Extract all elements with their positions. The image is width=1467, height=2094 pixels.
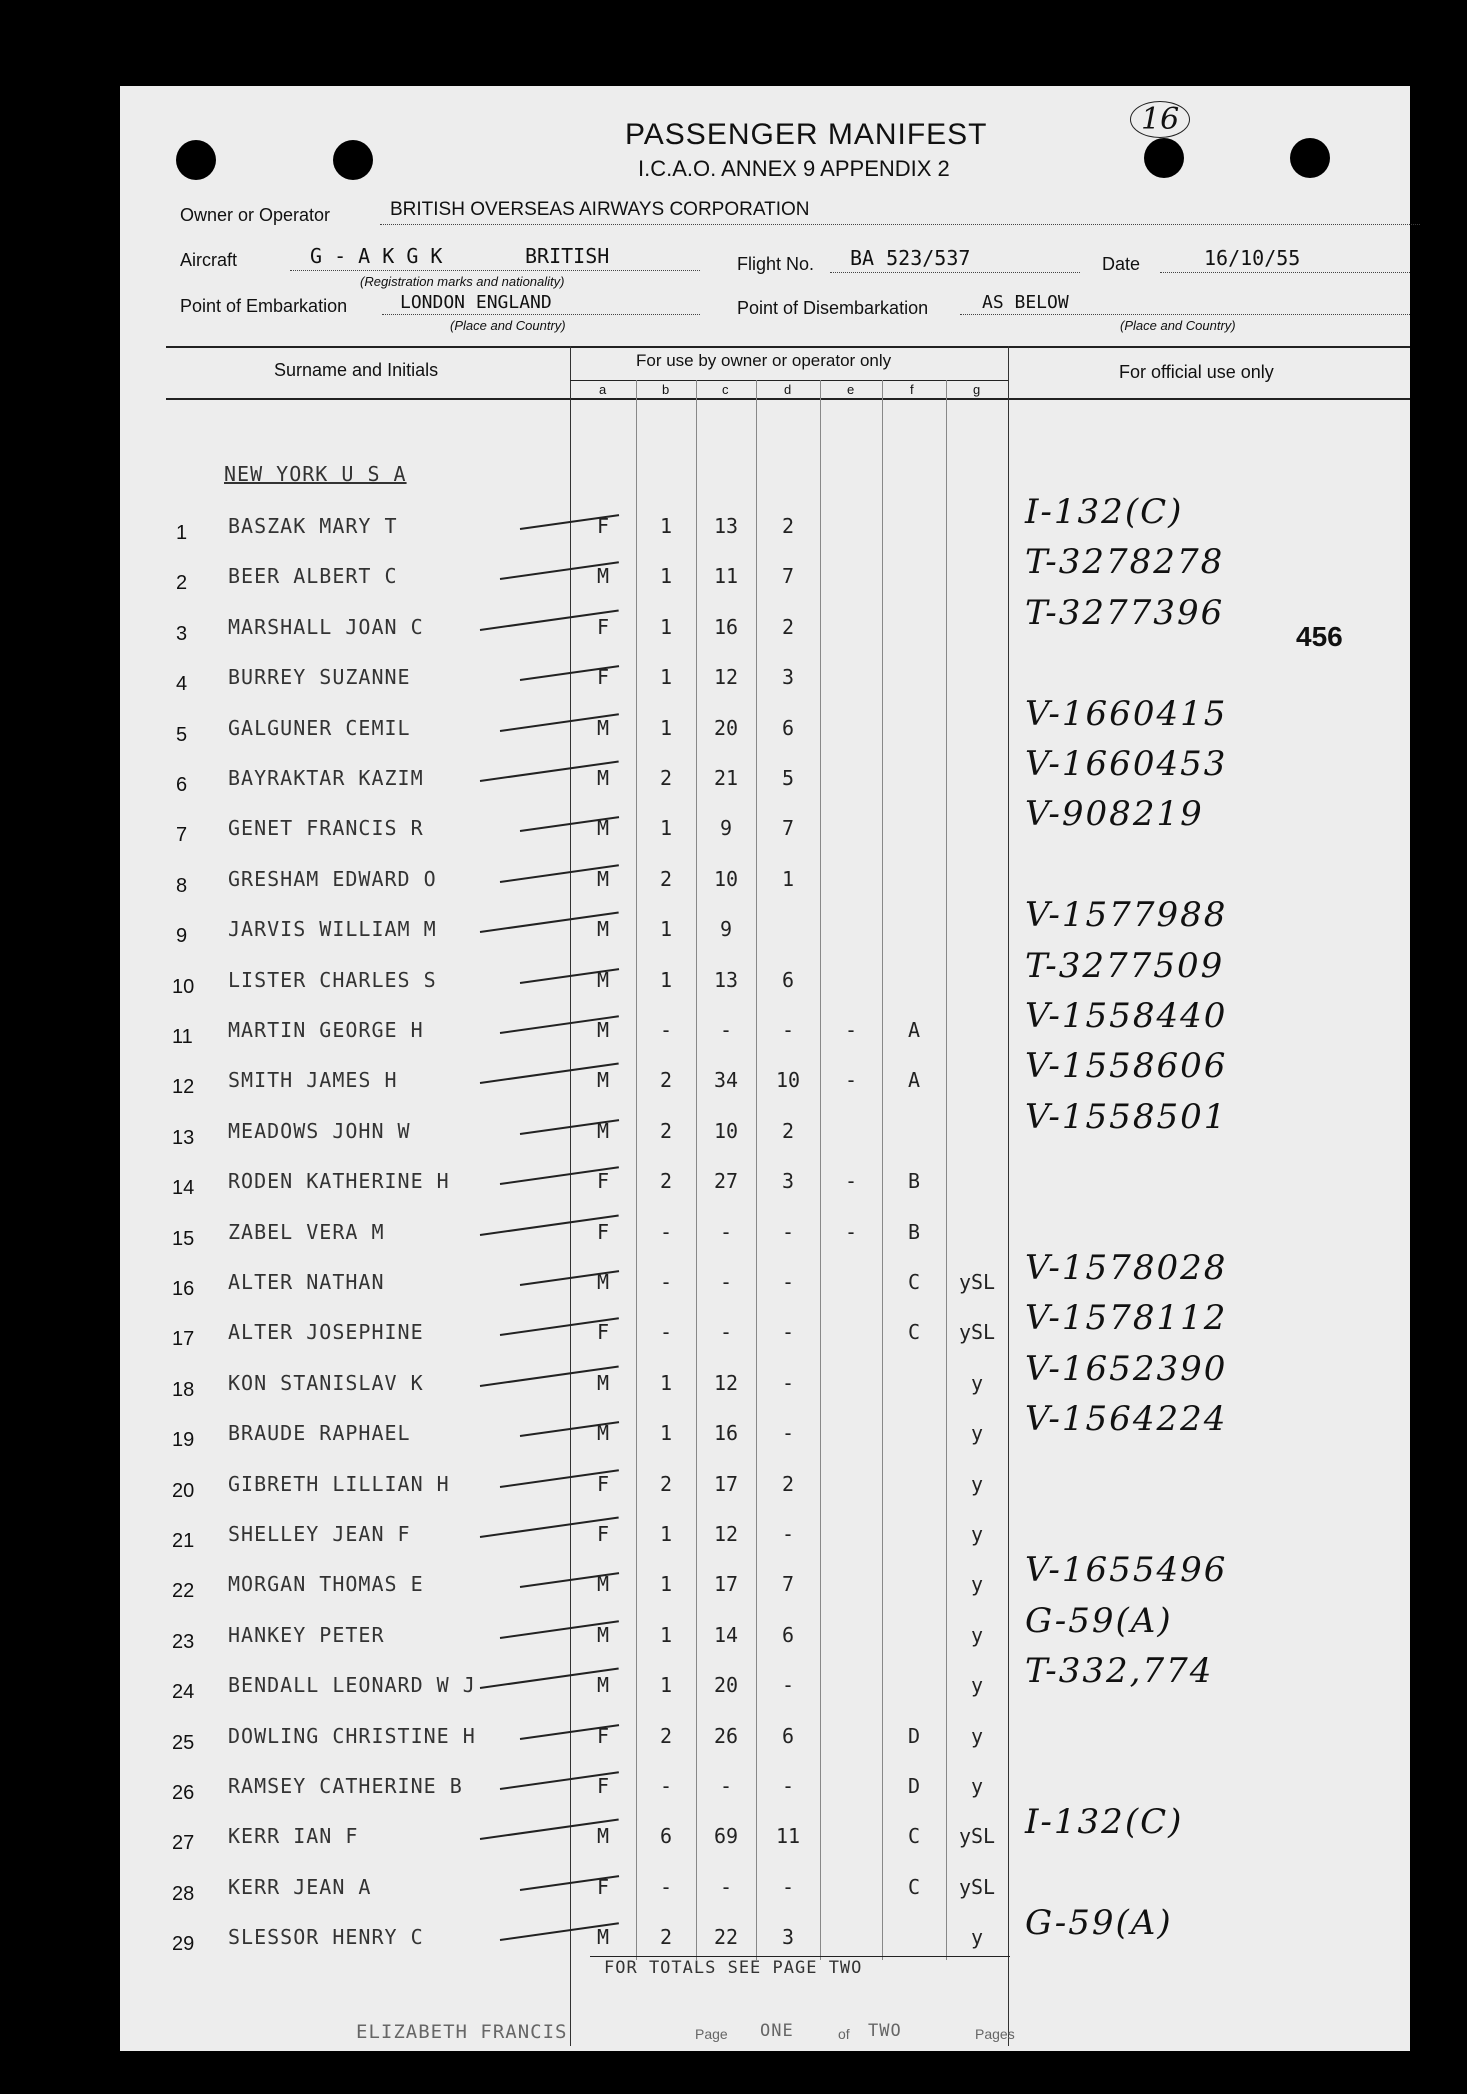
cell-g: ySL: [958, 1874, 996, 1899]
cell-d: -: [781, 1270, 795, 1294]
embark-value: LONDON ENGLAND: [400, 292, 552, 313]
cell-d: 10: [775, 1068, 801, 1093]
official-entry: G-59(A): [1025, 1600, 1173, 1641]
row-number: 7: [176, 824, 188, 847]
cell-c: 11: [713, 564, 739, 589]
cell-e: -: [844, 1219, 858, 1244]
cell-c: 16: [713, 1421, 739, 1446]
cell-d: -: [781, 1774, 795, 1798]
cell-b: 2: [659, 766, 673, 790]
passenger-name: BEER ALBERT C: [228, 564, 398, 589]
cell-d: 3: [781, 1925, 795, 1950]
cell-a: F: [596, 614, 610, 639]
cell-b: -: [659, 1270, 673, 1294]
row-number: 19: [172, 1429, 195, 1452]
row-number: 15: [172, 1227, 195, 1250]
cell-g: y: [970, 1925, 984, 1950]
row-number: 6: [176, 774, 188, 796]
cell-c: 27: [713, 1169, 739, 1194]
aircraft-label: Aircraft: [180, 250, 238, 270]
official-entry: V-1655496: [1025, 1550, 1228, 1591]
cell-a: M: [596, 1118, 610, 1143]
aircraft-note: (Registration marks and nationality): [360, 274, 565, 289]
row-number: 9: [176, 925, 188, 948]
cell-b: 1: [659, 614, 673, 639]
aircraft-value: G - A K G K: [310, 244, 443, 268]
punch-hole: [176, 140, 216, 180]
cell-b: 1: [659, 917, 673, 942]
owner-line: [380, 224, 1420, 225]
official-entry: T-3277396: [1025, 592, 1225, 633]
cell-c: -: [719, 1874, 733, 1899]
row-number: 12: [172, 1076, 195, 1099]
cell-c: 12: [713, 1522, 739, 1546]
cell-c: 26: [713, 1723, 739, 1748]
cell-c: -: [719, 1018, 733, 1042]
cell-a: M: [596, 1068, 610, 1093]
passenger-name: BAYRAKTAR KAZIM: [228, 766, 424, 790]
cell-g: y: [970, 1723, 984, 1748]
side-number: 456: [1296, 621, 1343, 652]
cell-a: M: [596, 766, 610, 790]
passenger-name: BURREY SUZANNE: [228, 665, 411, 690]
date-label: Date: [1102, 254, 1141, 274]
cell-d: 6: [781, 1622, 795, 1647]
row-number: 4: [176, 673, 188, 696]
cell-a: M: [596, 866, 610, 891]
passenger-name: GIBRETH LILLIAN H: [228, 1471, 450, 1496]
cell-a: M: [596, 564, 610, 589]
date-value: 16/10/55: [1204, 246, 1301, 270]
cell-c: -: [719, 1774, 733, 1798]
cell-a: F: [596, 1522, 610, 1546]
cell-a: M: [596, 1622, 610, 1647]
cell-b: 1: [659, 564, 673, 589]
passenger-name: BENDALL LEONARD W J: [228, 1673, 476, 1698]
col-divider: [1008, 346, 1009, 2046]
cell-a: F: [596, 1874, 610, 1899]
passenger-name: RODEN KATHERINE H: [228, 1169, 450, 1194]
cell-f: D: [907, 1723, 921, 1748]
official-entry: V-1578028: [1025, 1248, 1228, 1288]
cell-f: B: [907, 1169, 921, 1194]
cell-f: A: [907, 1068, 921, 1093]
cell-c: 16: [713, 614, 739, 639]
totals-rule: [590, 1956, 1010, 1957]
official-entry: V-908219: [1025, 794, 1204, 835]
cell-c: 9: [719, 917, 733, 942]
flight-value: BA 523/537: [850, 246, 971, 270]
cell-f: A: [907, 1018, 921, 1042]
official-entry: T-3278278: [1025, 542, 1225, 583]
row-number: 28: [172, 1882, 195, 1905]
official-entry: T-332,774: [1025, 1651, 1214, 1692]
cell-d: 1: [781, 866, 795, 891]
embark-label: Point of Embarkation: [180, 296, 348, 316]
sub-column-header: d: [784, 382, 792, 397]
cell-d: -: [781, 1018, 795, 1042]
cell-g: y: [970, 1572, 984, 1597]
table-top-rule: [166, 346, 1410, 348]
cell-f: C: [907, 1320, 921, 1345]
cell-b: 1: [659, 1421, 673, 1446]
cell-e: -: [844, 1018, 858, 1042]
nationality-value: BRITISH: [525, 244, 610, 268]
embark-note: (Place and Country): [450, 318, 566, 333]
cell-a: M: [596, 1673, 610, 1698]
footer-of-label: of: [838, 2026, 850, 2042]
cell-b: -: [659, 1774, 673, 1798]
cell-d: 3: [781, 665, 795, 690]
cell-b: 2: [659, 1068, 673, 1093]
official-entry: V-1564224: [1025, 1399, 1228, 1440]
passenger-name: RAMSEY CATHERINE B: [228, 1774, 463, 1798]
cell-c: 17: [713, 1471, 739, 1496]
cell-g: ySL: [958, 1320, 996, 1345]
cell-a: F: [596, 665, 610, 690]
cell-a: F: [596, 1169, 610, 1194]
official-entry: V-1578112: [1025, 1298, 1228, 1339]
cell-c: -: [719, 1270, 733, 1294]
flight-line: [830, 272, 1080, 273]
flight-label: Flight No.: [737, 254, 815, 274]
passenger-name: MARTIN GEORGE H: [228, 1018, 424, 1042]
cell-c: 20: [713, 1673, 739, 1698]
cell-g: ySL: [958, 1824, 996, 1849]
cell-f: C: [907, 1270, 921, 1294]
cell-b: -: [659, 1874, 673, 1899]
cell-e: -: [844, 1169, 858, 1194]
cell-a: F: [596, 514, 610, 538]
cell-e: -: [844, 1068, 858, 1093]
official-entry: I-132(C): [1025, 1802, 1184, 1843]
cell-d: 7: [781, 1572, 795, 1597]
page-mark: 16: [1130, 101, 1190, 138]
footer-page-label: Page: [695, 2026, 728, 2042]
cell-b: 1: [659, 816, 673, 841]
row-number: 24: [172, 1681, 195, 1704]
cell-c: 22: [713, 1925, 739, 1950]
row-number: 21: [172, 1530, 195, 1552]
passenger-name: BRAUDE RAPHAEL: [228, 1421, 411, 1446]
cell-d: -: [781, 1673, 795, 1698]
official-entry: V-1558606: [1025, 1046, 1228, 1087]
passenger-name: MEADOWS JOHN W: [228, 1118, 411, 1143]
passenger-name: LISTER CHARLES S: [228, 967, 437, 992]
cell-c: 10: [713, 1118, 739, 1143]
cell-a: F: [596, 1471, 610, 1496]
cell-b: 1: [659, 1572, 673, 1597]
cell-g: y: [970, 1673, 984, 1698]
cell-d: 11: [775, 1824, 801, 1849]
cell-g: y: [970, 1471, 984, 1496]
owner-value: BRITISH OVERSEAS AIRWAYS CORPORATION: [390, 199, 810, 220]
row-number: 26: [172, 1782, 195, 1804]
cell-a: F: [596, 1774, 610, 1798]
row-number: 1: [176, 522, 188, 544]
sub-column-header: f: [910, 382, 914, 397]
passenger-name: KERR JEAN A: [228, 1874, 372, 1899]
cell-b: 1: [659, 967, 673, 992]
cell-d: 2: [781, 614, 795, 639]
row-number: 5: [176, 723, 188, 746]
cell-c: 34: [713, 1068, 739, 1093]
passenger-name: HANKEY PETER: [228, 1622, 385, 1647]
row-number: 3: [176, 622, 188, 645]
passenger-name: GRESHAM EDWARD O: [228, 866, 437, 891]
cell-g: y: [970, 1421, 984, 1446]
footer-pages-label: Pages: [975, 2026, 1015, 2042]
section-heading: NEW YORK U S A: [224, 462, 407, 486]
row-number: 10: [172, 975, 195, 998]
cell-b: 2: [659, 1471, 673, 1496]
cell-c: -: [719, 1320, 733, 1345]
row-number: 11: [172, 1026, 193, 1048]
official-entry: V-1660453: [1025, 744, 1228, 784]
cell-c: 12: [713, 665, 739, 690]
cell-d: -: [781, 1874, 795, 1899]
cell-a: F: [596, 1219, 610, 1244]
cell-b: 2: [659, 866, 673, 891]
disembark-value: AS BELOW: [982, 292, 1069, 313]
passenger-name: GALGUNER CEMIL: [228, 715, 411, 740]
cell-d: 5: [781, 766, 795, 790]
sub-column-header: e: [847, 382, 855, 397]
passenger-name: SLESSOR HENRY C: [228, 1925, 424, 1950]
cell-f: D: [907, 1774, 921, 1798]
col-owner-header: For use by owner or operator only: [636, 351, 892, 370]
cell-b: -: [659, 1320, 673, 1345]
cell-a: M: [596, 1824, 610, 1849]
cell-b: -: [659, 1018, 673, 1042]
passenger-name: DOWLING CHRISTINE H: [228, 1723, 476, 1748]
cell-d: -: [781, 1522, 795, 1546]
row-number: 17: [172, 1328, 195, 1351]
passenger-name: MARSHALL JOAN C: [228, 614, 424, 639]
official-entry: T-3277509: [1025, 945, 1225, 986]
cell-a: M: [596, 917, 610, 942]
punch-hole: [1144, 138, 1184, 178]
row-number: 22: [172, 1580, 195, 1603]
row-number: 16: [172, 1278, 195, 1300]
disembark-note: (Place and Country): [1120, 318, 1236, 333]
passenger-name: KON STANISLAV K: [228, 1370, 424, 1395]
row-number: 20: [172, 1479, 195, 1502]
cell-a: M: [596, 967, 610, 992]
owner-label: Owner or Operator: [180, 205, 331, 225]
cell-d: 7: [781, 564, 795, 589]
cell-a: F: [596, 1320, 610, 1345]
row-number: 27: [172, 1832, 195, 1855]
punch-hole: [1290, 138, 1330, 178]
date-line: [1160, 272, 1410, 273]
cell-c: 20: [713, 715, 739, 740]
cell-c: 14: [713, 1622, 739, 1647]
embark-line: [382, 314, 700, 315]
cell-b: -: [659, 1219, 673, 1244]
row-number: 8: [176, 874, 188, 897]
cell-a: M: [596, 1572, 610, 1597]
official-entry: V-1558440: [1025, 996, 1228, 1036]
cell-d: 6: [781, 967, 795, 992]
cell-d: 6: [781, 715, 795, 740]
cell-b: 2: [659, 1723, 673, 1748]
cell-a: M: [596, 816, 610, 841]
passenger-name: BASZAK MARY T: [228, 514, 398, 538]
cell-a: F: [596, 1723, 610, 1748]
cell-b: 6: [659, 1824, 673, 1849]
cell-b: 2: [659, 1169, 673, 1194]
cell-d: -: [781, 1370, 795, 1395]
cell-d: -: [781, 1320, 795, 1345]
cell-c: 10: [713, 866, 739, 891]
row-number: 2: [176, 572, 188, 595]
official-entry: I-132(C): [1025, 492, 1184, 532]
col-official-header: For official use only: [1119, 362, 1274, 382]
cell-d: -: [781, 1219, 795, 1244]
sub-column-header: c: [722, 382, 729, 397]
row-number: 14: [172, 1177, 195, 1200]
passenger-name: KERR IAN F: [228, 1824, 359, 1849]
official-entry: V-1558501: [1025, 1096, 1228, 1137]
cell-a: M: [596, 715, 610, 740]
row-number: 23: [172, 1630, 195, 1653]
row-number: 25: [172, 1731, 195, 1754]
passenger-name: SMITH JAMES H: [228, 1068, 398, 1093]
cell-c: 13: [713, 514, 739, 538]
passenger-name: MORGAN THOMAS E: [228, 1572, 424, 1597]
cell-c: 9: [719, 816, 733, 841]
footer-total: TWO: [868, 2021, 902, 2041]
passenger-name: JARVIS WILLIAM M: [228, 917, 437, 942]
cell-d: -: [781, 1421, 795, 1446]
cell-d: 3: [781, 1169, 795, 1194]
cell-c: 17: [713, 1572, 739, 1597]
passenger-name: ZABEL VERA M: [228, 1219, 385, 1244]
cell-a: M: [596, 1270, 610, 1294]
cell-b: 1: [659, 715, 673, 740]
totals-note: FOR TOTALS SEE PAGE TWO: [604, 1958, 863, 1978]
passenger-name: SHELLEY JEAN F: [228, 1522, 411, 1546]
cell-a: M: [596, 1370, 610, 1395]
official-entry: V-1652390: [1025, 1348, 1228, 1389]
cell-b: 1: [659, 514, 673, 538]
passenger-name: GENET FRANCIS R: [228, 816, 424, 841]
cell-f: C: [907, 1824, 921, 1849]
cell-d: 6: [781, 1723, 795, 1748]
aircraft-line: [290, 270, 700, 271]
official-entry: V-1577988: [1025, 895, 1228, 936]
official-entry: G-59(A): [1025, 1903, 1173, 1944]
cell-f: C: [907, 1874, 921, 1899]
col-surname-header: Surname and Initials: [274, 360, 439, 380]
cell-b: 1: [659, 1522, 673, 1546]
manifest-paper: [120, 86, 1410, 2051]
row-number: 29: [172, 1933, 195, 1956]
cell-g: y: [970, 1370, 984, 1395]
disembark-line: [960, 314, 1410, 315]
cell-g: ySL: [958, 1270, 996, 1294]
official-entry: V-1660415: [1025, 693, 1228, 734]
cell-a: M: [596, 1018, 610, 1042]
passenger-name: ALTER JOSEPHINE: [228, 1320, 424, 1345]
sub-column-header: b: [662, 382, 670, 397]
cell-g: y: [970, 1522, 984, 1546]
cell-b: 1: [659, 1673, 673, 1698]
table-header-rule: [166, 398, 1410, 400]
cell-a: M: [596, 1925, 610, 1950]
sub-column-header: a: [599, 382, 607, 397]
cell-g: y: [970, 1622, 984, 1647]
sub-column-header: g: [973, 382, 981, 397]
cell-d: 7: [781, 816, 795, 841]
footer-page-no: ONE: [760, 2021, 794, 2041]
form-subtitle: I.C.A.O. ANNEX 9 APPENDIX 2: [638, 156, 950, 181]
cell-d: 2: [781, 1471, 795, 1496]
cell-c: 69: [713, 1824, 739, 1849]
cell-f: B: [907, 1219, 921, 1244]
cell-b: 1: [659, 1370, 673, 1395]
passenger-name: ALTER NATHAN: [228, 1270, 385, 1294]
cell-c: 13: [713, 967, 739, 992]
row-number: 13: [172, 1126, 195, 1149]
cell-b: 1: [659, 1622, 673, 1647]
disembark-label: Point of Disembarkation: [737, 298, 929, 318]
footer-name: ELIZABETH FRANCIS: [356, 2021, 568, 2043]
cell-b: 2: [659, 1925, 673, 1950]
cell-b: 1: [659, 665, 673, 690]
cell-a: M: [596, 1421, 610, 1446]
cell-b: 2: [659, 1118, 673, 1143]
cell-g: y: [970, 1774, 984, 1798]
cell-c: 12: [713, 1370, 739, 1395]
row-number: 18: [172, 1378, 195, 1401]
cell-c: 21: [713, 766, 739, 790]
punch-hole: [333, 140, 373, 180]
cell-d: 2: [781, 514, 795, 538]
cell-d: 2: [781, 1118, 795, 1143]
cell-c: -: [719, 1219, 733, 1244]
form-title: PASSENGER MANIFEST: [625, 118, 988, 151]
